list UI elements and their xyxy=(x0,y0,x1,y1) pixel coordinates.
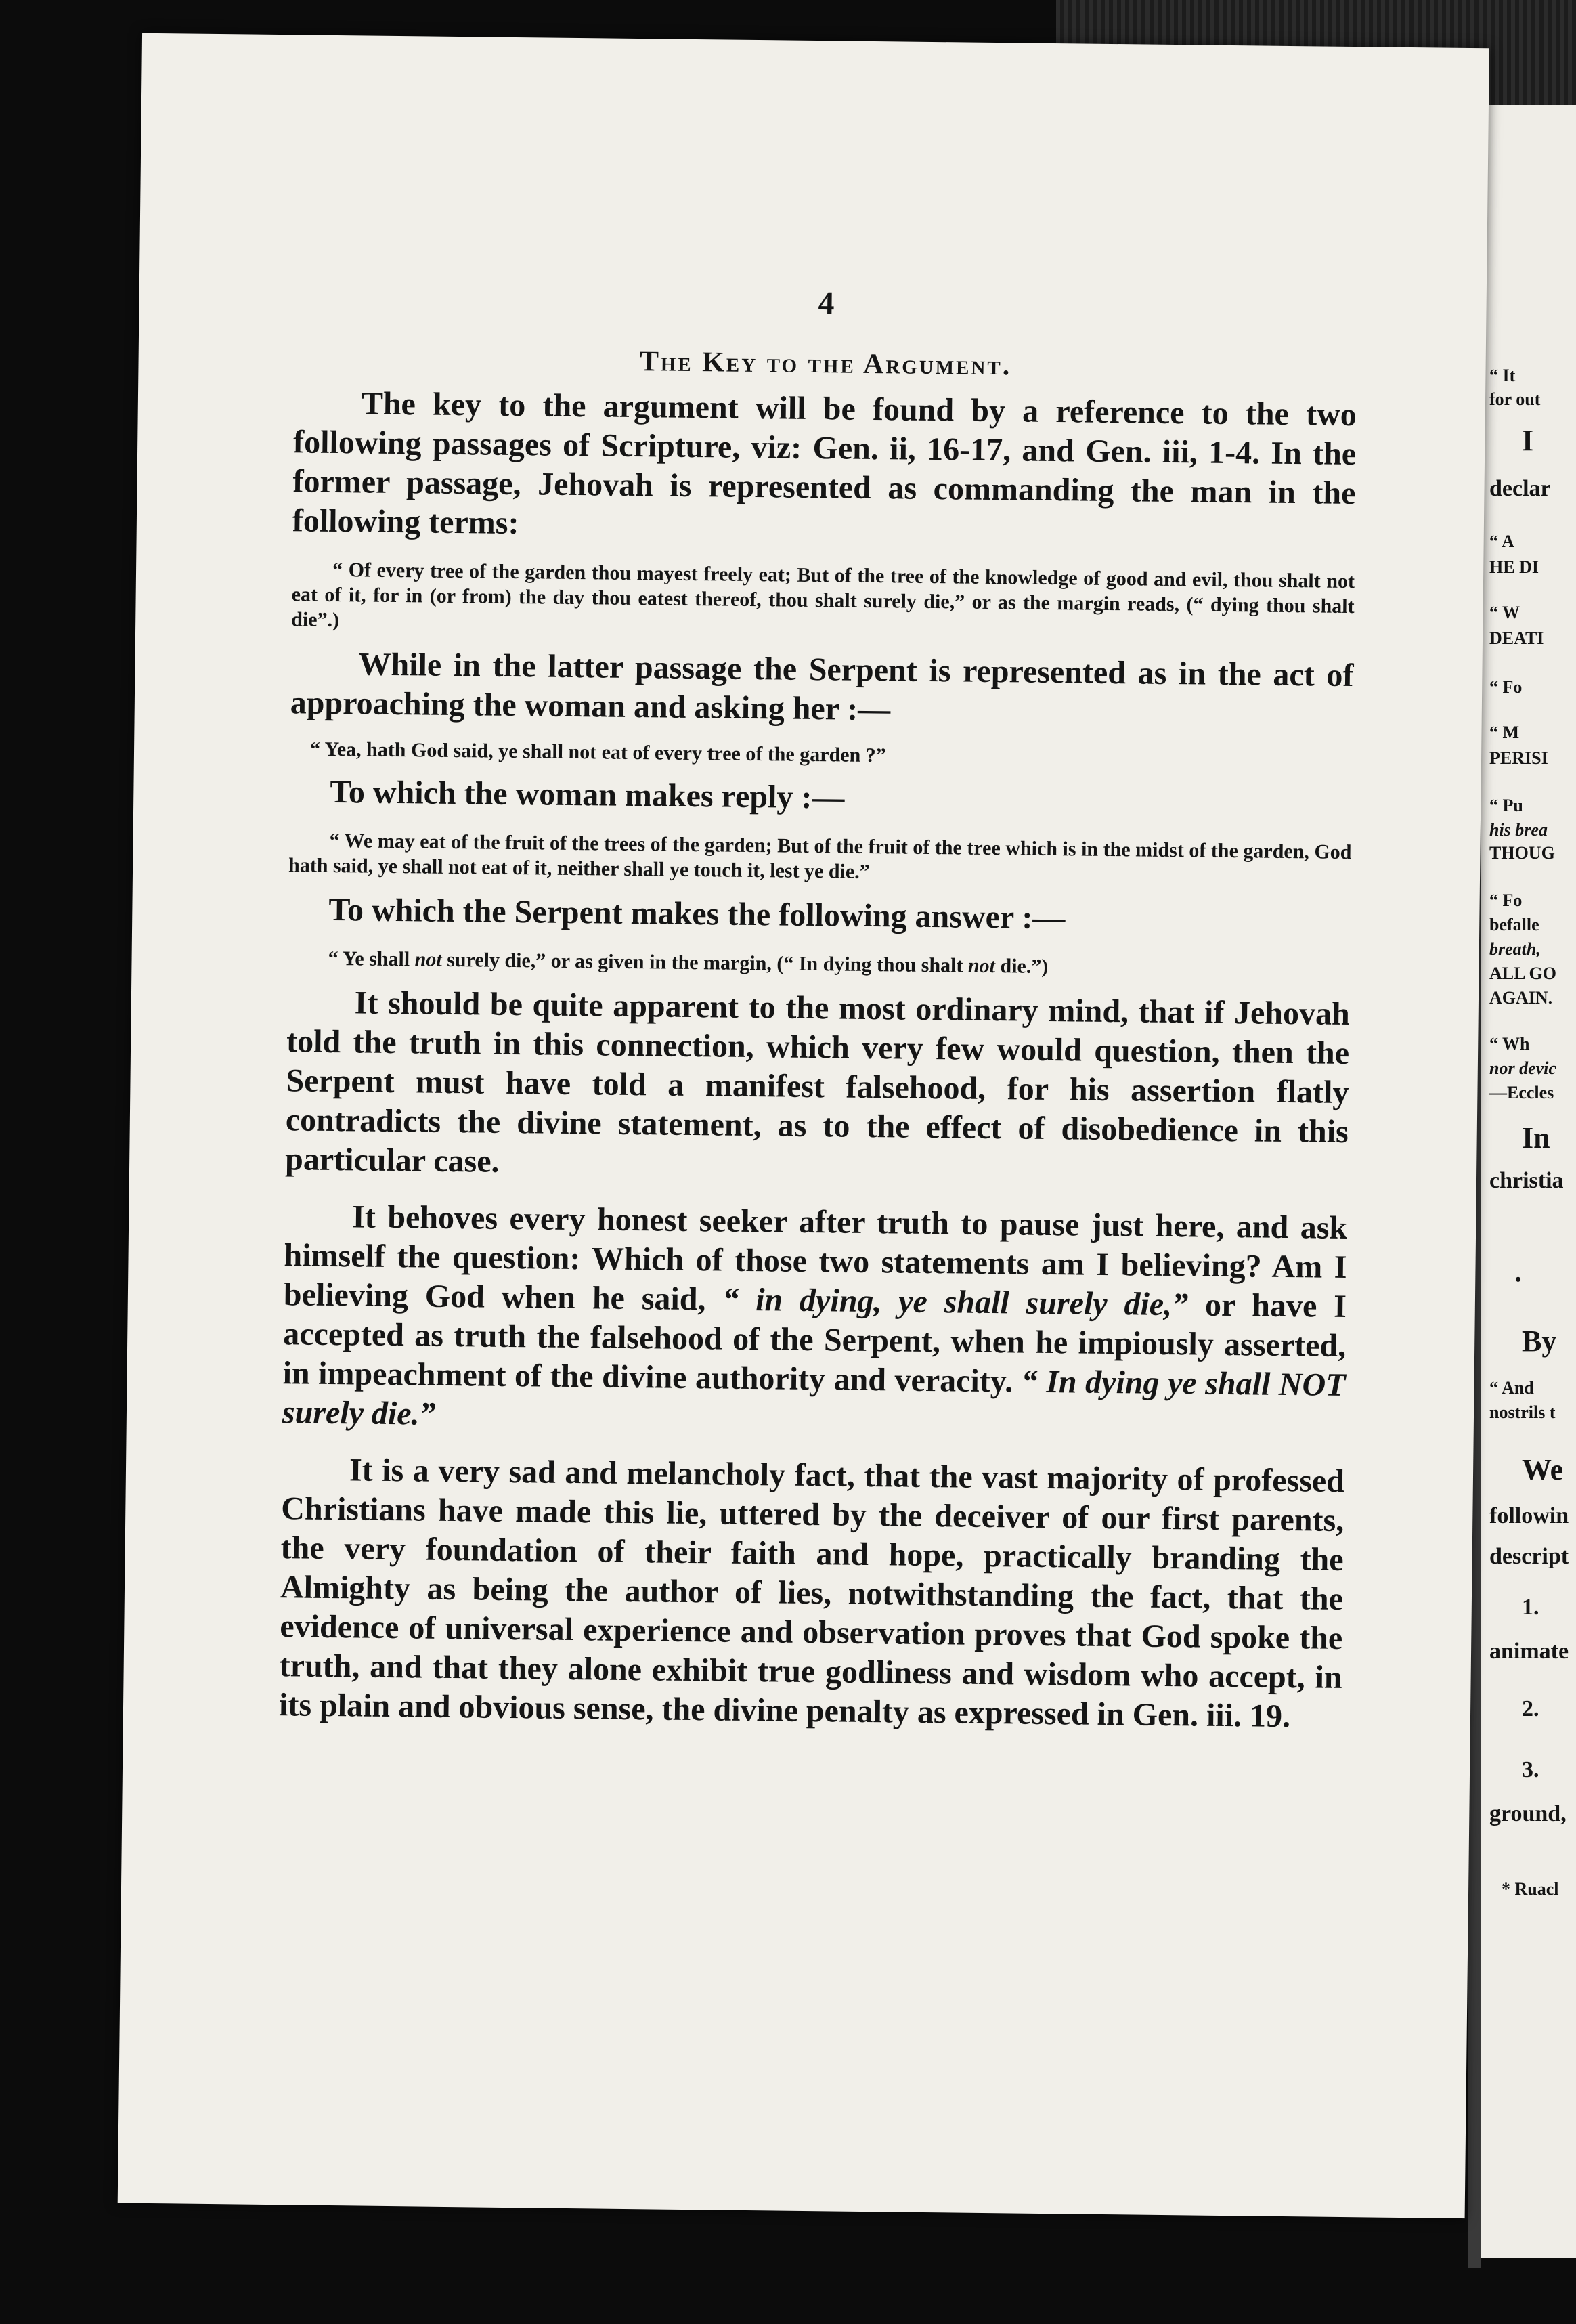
facing-fragment: his brea xyxy=(1489,820,1548,840)
facing-fragment: 1. xyxy=(1522,1595,1539,1620)
facing-fragment: PERISI xyxy=(1489,748,1548,768)
quote-emphasis: not xyxy=(414,948,442,971)
facing-fragment: In xyxy=(1522,1121,1550,1155)
facing-fragment: I xyxy=(1522,424,1534,457)
facing-fragment: declar xyxy=(1489,476,1551,501)
facing-fragment: “ Fo xyxy=(1489,677,1523,697)
facing-fragment: ALL GO xyxy=(1489,964,1556,983)
facing-fragment: breath, xyxy=(1489,939,1541,959)
paragraph-part: It behoves every honest seeker after truth to pause just here, and ask himself the question: Which of those two statements am I believing? Am I believing God when he said, xyxy=(283,1199,1348,1318)
facing-fragment: “ It xyxy=(1489,366,1516,385)
facing-fragment: —Eccles xyxy=(1489,1083,1554,1102)
facing-fragment: nostrils t xyxy=(1489,1402,1556,1422)
quote-emphasis: “ in dying, ye shall surely die,” xyxy=(722,1281,1189,1323)
facing-fragment: DEATI xyxy=(1489,628,1544,648)
facing-fragment: 2. xyxy=(1522,1696,1539,1721)
facing-fragment: AGAIN. xyxy=(1489,988,1553,1008)
paragraph-serpent-answer: To which the Serpent makes the following answer :— xyxy=(328,891,1066,937)
facing-fragment: “ A xyxy=(1489,532,1514,551)
facing-fragment: HE DI xyxy=(1489,557,1539,577)
quote-serpent-lie-part: surely die,” or as given in the margin, (“ In dying thou shalt xyxy=(446,948,963,977)
facing-fragment: We xyxy=(1522,1453,1564,1486)
facing-fragment: christia xyxy=(1489,1168,1564,1193)
section-heading: The Key to the Argument. xyxy=(639,346,1012,382)
quote-serpent-lie-part: “ Ye shall xyxy=(328,947,410,971)
facing-fragment: 3. xyxy=(1522,1757,1539,1782)
paragraph-apparent: It should be quite apparent to the most ordinary mind, that if Jehovah told the truth in this connection, which very few would question, then the Serpent must have told a manifest falsehood, for his assertion flatly contradicts the divine statement, as to the effect of disobedience in this particular case. xyxy=(284,985,1351,1180)
facing-fragment: nor devic xyxy=(1489,1058,1556,1078)
facing-page xyxy=(1481,105,1576,2258)
quote-emphasis: not xyxy=(967,954,996,978)
facing-fragment: “ M xyxy=(1489,723,1520,742)
quote-genesis-2: “ Of every tree of the garden thou mayest freely eat; But of the tree of the knowledge of good and evil, thou shalt not eat of it, for in (or from) the day thou eatest thereof, thou shalt surely die,” or as the margin reads, (“ dying thou shalt die”.) xyxy=(291,558,1355,632)
facing-fragment: “ Wh xyxy=(1489,1034,1530,1054)
page-content xyxy=(279,278,1358,1737)
quote-woman-answer: “ We may eat of the fruit of the trees of the garden; But of the fruit of the tree which is in the midst of the garden, God hath said, ye shall not eat of it, neither shall ye touch it, lest ye die.” xyxy=(288,829,1352,883)
quote-emphasis: “ In dying ye shall NOT surely die.” xyxy=(282,1363,1346,1432)
paragraph-melancholy-fact: It is a very sad and melancholy fact, that the vast majority of professed Christians have made this lie, uttered by the deceiver of our first parents, the very foundation of their faith and hope, practically branding the Almighty as being the author of lies, notwithstanding the fact, that the evidence of universal experience and observation proves that God spoke the truth, and that they alone exhibit true godliness and wisdom who accept, in its plain and obvious sense, the divine penalty as expressed in Gen. iii. 19. xyxy=(278,1452,1345,1735)
page-number: 4 xyxy=(818,285,835,322)
facing-fragment: descript xyxy=(1489,1544,1569,1569)
facing-fragment: animate xyxy=(1489,1639,1569,1664)
quote-serpent-question: “ Yea, hath God said, ye shall not eat of every tree of the garden ?” xyxy=(309,737,886,767)
facing-fragment: “ Fo xyxy=(1489,890,1523,910)
paragraph-honest-seeker xyxy=(282,1197,1348,1444)
book-page xyxy=(118,33,1489,2218)
paragraph-serpent-approach: While in the latter passage the Serpent is represented as in the act of approaching the woman and asking her :— xyxy=(290,646,1354,728)
paragraph-part: or have I accepted as truth the falsehood of the Serpent, when he impiously asserted, in impeachment of the divine authority and veracity. xyxy=(282,1287,1347,1400)
facing-fragment: “ And xyxy=(1489,1378,1534,1398)
facing-fragment: “ Pu xyxy=(1489,796,1523,815)
paragraph-woman-reply: To which the woman makes reply :— xyxy=(330,773,845,816)
facing-fragment: followin xyxy=(1489,1503,1569,1528)
quote-serpent-lie xyxy=(287,945,1350,983)
facing-fragment: THOUG xyxy=(1489,843,1555,863)
facing-fragment: * Ruacl xyxy=(1502,1879,1559,1899)
paragraph-intro: The key to the argument will be found by a reference to the two following passages of Scripture, viz: Gen. ii, 16-17, and Gen. iii, 1-4. In the former passage, Jehovah is represented as commanding the man in the following terms: xyxy=(292,385,1357,542)
quote-serpent-lie-part: die.”) xyxy=(1000,955,1049,978)
facing-fragment: “ W xyxy=(1489,603,1520,622)
facing-fragment: • xyxy=(1515,1270,1522,1289)
facing-fragment: By xyxy=(1522,1325,1557,1358)
facing-fragment: for out xyxy=(1489,389,1541,409)
facing-fragment: ground, xyxy=(1489,1801,1567,1826)
facing-fragment: befalle xyxy=(1489,915,1539,934)
